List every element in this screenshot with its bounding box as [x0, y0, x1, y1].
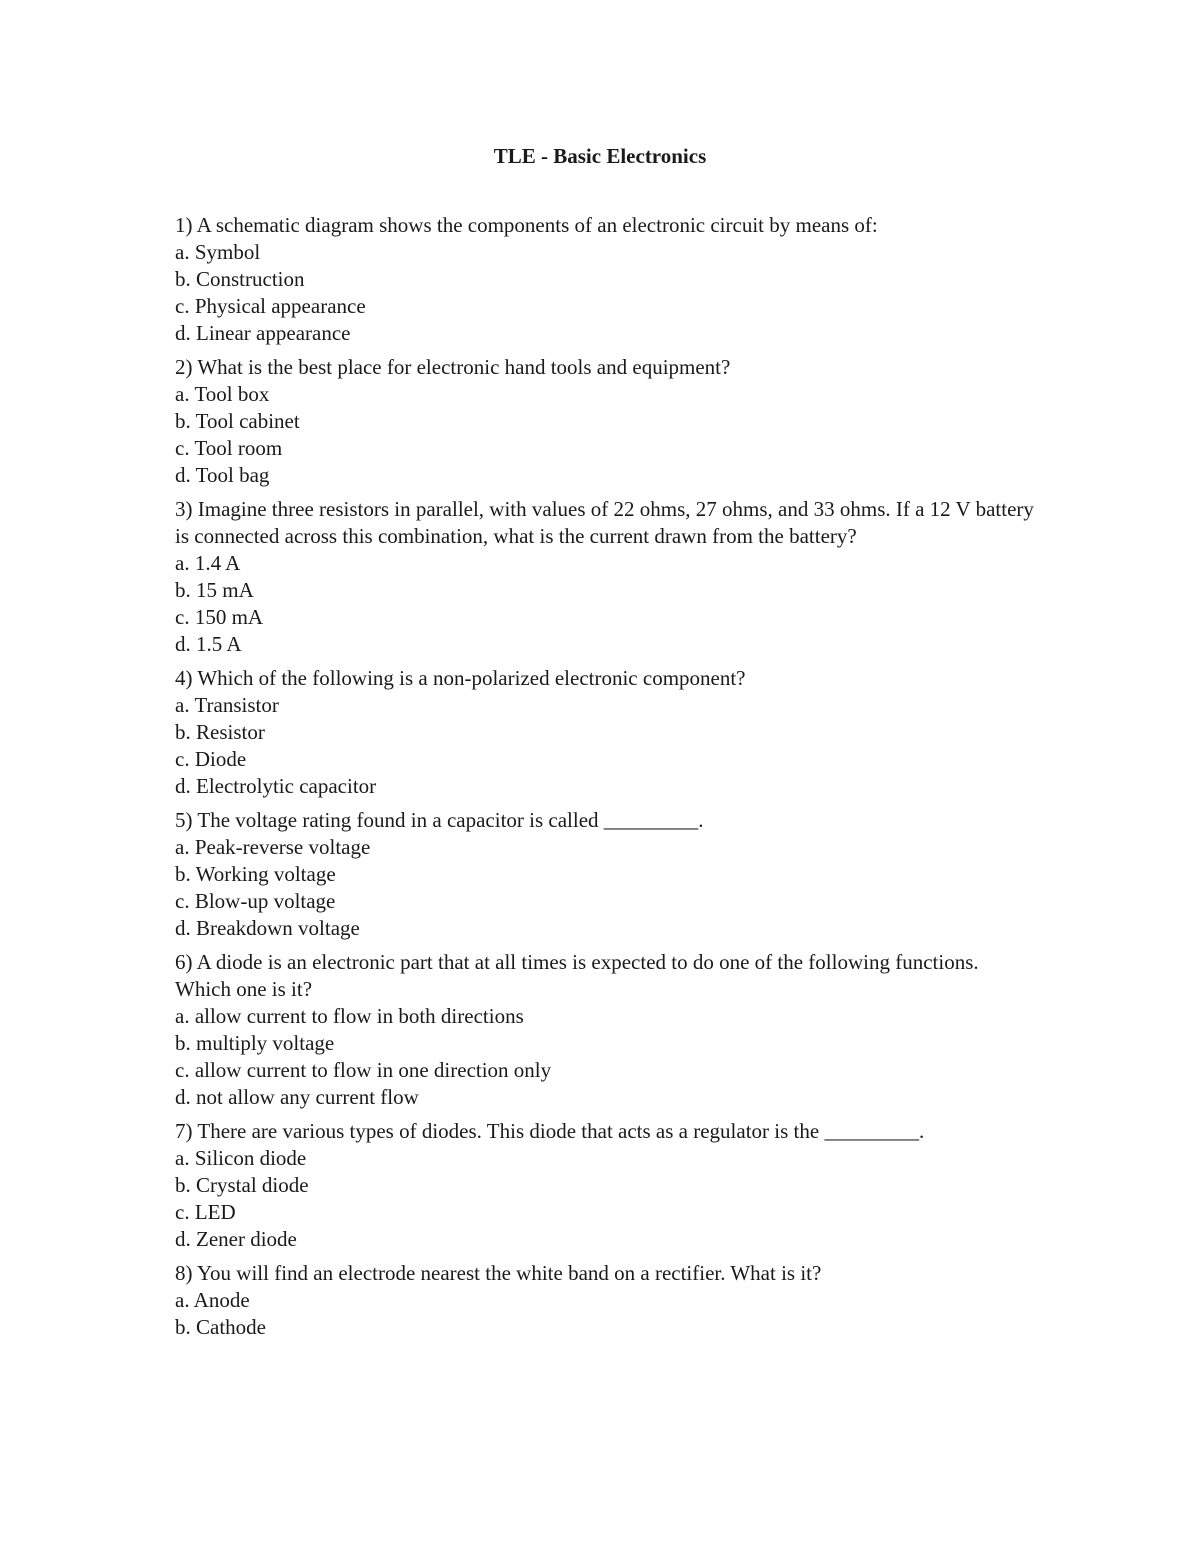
option-a: a. allow current to flow in both directions	[175, 1004, 524, 1028]
option-a: a. Peak-reverse voltage	[175, 835, 371, 859]
question-3	[175, 496, 1040, 658]
question-text: 2) What is the best place for electronic hand tools and equipment?	[175, 355, 731, 379]
option-d: d. 1.5 A	[175, 632, 242, 656]
question-7	[175, 1118, 1035, 1253]
question-list	[175, 212, 1040, 1348]
option-b: b. Working voltage	[175, 862, 336, 886]
option-c: c. Diode	[175, 747, 247, 771]
option-a: a. 1.4 A	[175, 551, 241, 575]
question-text: 4) Which of the following is a non-polarized electronic component?	[175, 666, 746, 690]
option-c: c. LED	[175, 1200, 236, 1224]
option-a: a. Tool box	[175, 382, 270, 406]
option-d: d. Linear appearance	[175, 321, 351, 345]
question-5	[175, 807, 1035, 942]
option-d: d. Zener diode	[175, 1227, 297, 1251]
option-a: a. Silicon diode	[175, 1146, 307, 1170]
option-c: c. Blow-up voltage	[175, 889, 336, 913]
question-8	[175, 1260, 1035, 1341]
option-b: b. Cathode	[175, 1315, 266, 1339]
option-c: c. 150 mA	[175, 605, 264, 629]
option-c: c. allow current to flow in one direction only	[175, 1058, 552, 1082]
option-c: c. Physical appearance	[175, 294, 366, 318]
question-1	[175, 212, 1035, 347]
question-text: 1) A schematic diagram shows the components of an electronic circuit by means of:	[175, 213, 878, 237]
question-text: 8) You will find an electrode nearest the white band on a rectifier. What is it?	[175, 1261, 822, 1285]
question-text: 6) A diode is an electronic part that at all times is expected to do one of the following functions. Which one is it?	[175, 950, 984, 1001]
question-text: 5) The voltage rating found in a capacitor is called _________.	[175, 808, 704, 832]
option-b: b. Crystal diode	[175, 1173, 309, 1197]
question-6	[175, 949, 1035, 1111]
option-d: d. Tool bag	[175, 463, 270, 487]
option-a: a. Anode	[175, 1288, 250, 1312]
option-d: d. Electrolytic capacitor	[175, 774, 377, 798]
option-a: a. Symbol	[175, 240, 261, 264]
option-b: b. Resistor	[175, 720, 265, 744]
question-2	[175, 354, 1035, 489]
question-text: 7) There are various types of diodes. This diode that acts as a regulator is the _________.	[175, 1119, 925, 1143]
option-b: b. multiply voltage	[175, 1031, 335, 1055]
option-b: b. Construction	[175, 267, 305, 291]
document-title: TLE - Basic Electronics	[493, 144, 707, 168]
option-a: a. Transistor	[175, 693, 279, 717]
option-d: d. not allow any current flow	[175, 1085, 419, 1109]
option-b: b. Tool cabinet	[175, 409, 300, 433]
question-4	[175, 665, 1035, 800]
question-text: 3) Imagine three resistors in parallel, with values of 22 ohms, 27 ohms, and 33 ohms. If a 12 V battery is connected across this combination, what is the current drawn from the battery?	[175, 497, 1040, 548]
option-d: d. Breakdown voltage	[175, 916, 360, 940]
option-c: c. Tool room	[175, 436, 283, 460]
option-b: b. 15 mA	[175, 578, 254, 602]
